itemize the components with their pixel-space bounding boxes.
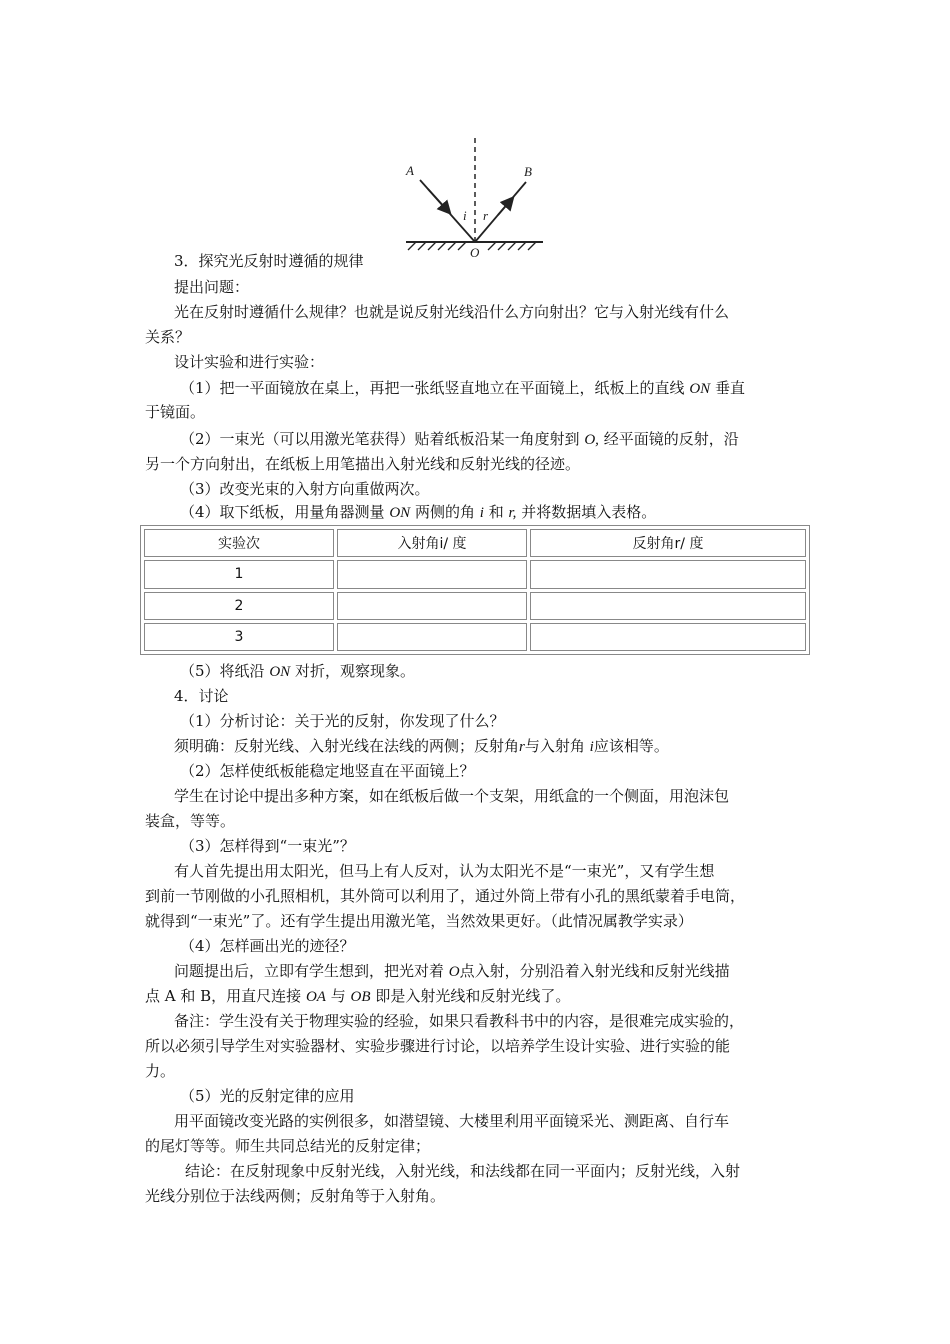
step-4-i: i [479,505,484,521]
discussion-3-answer-2: 到前一节刚做的小孔照相机，其外筒可以利用了，通过外筒上带有小孔的黑纸蒙着手电筒， [145,887,746,905]
d4-text-a: 问题提出后，立即有学生想到，把光对着 [174,962,445,980]
step-1-on: ON [689,381,711,397]
question-line-1: 光在反射时遵循什么规律？也就是说反射光线沿什么方向射出？它与入射光线有什么 [174,303,730,321]
d1-text-c: 应该相等。 [593,737,669,755]
table-header-cell: 实验次 [144,529,334,557]
label-o: O [470,245,480,260]
data-table [140,525,810,655]
discussion-1-question: （1）分析讨论：关于光的反射，你发现了什么？ [180,712,505,730]
table-cell [337,592,527,620]
discussion-2-question: （2）怎样使纸板能稳定地竖直在平面镜上？ [180,762,475,780]
discussion-5-question: （5）光的反射定律的应用 [180,1087,355,1105]
table-cell: 1 [144,560,334,588]
table-cell [337,560,527,588]
discussion-4-answer-2 [145,986,570,1007]
step-2-text-a: （2）一束光（可以用激光笔获得）贴着纸板沿某一角度射到 [180,430,580,448]
label-a: A [406,163,414,178]
table-row [144,623,806,651]
label-i: i [463,208,467,223]
table-cell [530,623,806,651]
step-1-text-b: 垂直 [714,379,745,397]
note-line-1: 备注：学生没有关于物理实验的经验，如果只看教科书中的内容，是很难完成实验的， [174,1012,745,1030]
label-b: B [524,164,532,179]
discussion-2-answer-1: 学生在讨论中提出多种方案，如在纸板后做一个支架，用纸盒的一个侧面，用泡沫包 [174,787,730,805]
table-header-row [144,529,806,557]
table-cell [530,560,806,588]
note-line-3: 力。 [145,1062,176,1080]
d4-o: O [448,964,460,980]
d4-text-c: 点 A 和 B，用直尺连接 [145,987,302,1005]
discussion-2-answer-2: 装盒，等等。 [145,812,236,830]
table-header-cell: 入射角i/ 度 [337,529,527,557]
conclusion-line-2: 光线分别位于法线两侧；反射角等于入射角。 [145,1187,446,1205]
discussion-1-answer [174,736,669,757]
d1-r: r [519,739,525,755]
discussion-5-answer-2: 的尾灯等等。师生共同总结光的反射定律； [145,1137,431,1155]
table-cell [530,592,806,620]
step-4-text-a: （4）取下纸板，用量角器测量 [180,503,385,521]
reflected-arrow [498,200,511,215]
step-3: （3）改变光束的入射方向重做两次。 [180,480,430,498]
table-cell: 3 [144,623,334,651]
d4-text-d: 与 [330,987,346,1005]
heading-3: 3．探究光反射时遵循的规律 [174,252,364,270]
step-4-r: r, [508,505,517,521]
discussion-4-answer-1 [174,961,730,982]
discussion-4-question: （4）怎样画出光的迹径？ [180,937,355,955]
conclusion-line-1: 结论：在反射现象中反射光线，入射光线，和法线都在同一平面内；反射光线，入射 [185,1162,741,1180]
d1-text-b: 与入射角 [524,737,585,755]
step-2-line-1 [180,429,739,450]
incident-arrow [428,189,448,211]
table-row [144,592,806,620]
note-line-2: 所以必须引导学生对实验器材、实验步骤进行讨论，以培养学生设计实验、进行实验的能 [145,1037,731,1055]
step-5-text-b: 对折，观察现象。 [294,662,415,680]
step-4-text-c: 和 [488,503,504,521]
table-cell [337,623,527,651]
reflection-diagram [398,138,543,262]
design-label: 设计实验和进行实验： [174,353,325,371]
table-row [144,560,806,588]
table-cell: 2 [144,592,334,620]
d1-i: i [589,739,594,755]
step-4 [180,502,656,523]
step-4-text-d: 并将数据填入表格。 [521,503,657,521]
step-2-line-2: 另一个方向射出，在纸板上用笔描出入射光线和反射光线的径迹。 [145,455,581,473]
step-1-line-1 [180,378,745,399]
discussion-5-answer-1: 用平面镜改变光路的实例很多，如潜望镜、大楼里利用平面镜采光、测距离、自行车 [174,1112,730,1130]
table-header-cell: 反射角r/ 度 [530,529,806,557]
heading-4: 4．讨论 [174,687,229,705]
d4-ob: OB [350,989,371,1005]
d4-text-e: 即是入射光线和反射光线了。 [375,987,571,1005]
question-line-2: 关系？ [145,328,191,346]
step-5-on: ON [269,664,291,680]
step-4-text-b: 两侧的角 [414,503,475,521]
ask-label: 提出问题： [174,278,250,296]
step-2-text-b: 经平面镜的反射，沿 [603,430,739,448]
discussion-3-answer-1: 有人首先提出用太阳光，但马上有人反对，认为太阳光不是“一束光”，又有学生想 [174,862,715,880]
step-1-line-2: 于镜面。 [145,403,206,421]
discussion-3-question: （3）怎样得到“一束光”？ [180,837,355,855]
d4-oa: OA [305,989,326,1005]
discussion-3-answer-3: 就得到“一束光”了。还有学生提出用激光笔，当然效果更好。（此情况属教学实录） [145,912,693,930]
label-r: r [483,208,489,223]
d1-text-a: 须明确：反射光线、入射光线在法线的两侧；反射角 [174,737,520,755]
step-4-on: ON [389,505,411,521]
step-5 [180,661,415,682]
step-5-text-a: （5）将纸沿 [180,662,265,680]
d4-text-b: 点入射，分别沿着入射光线和反射光线描 [459,962,730,980]
step-2-o: O, [584,432,599,448]
step-1-text-a: （1）把一平面镜放在桌上，再把一张纸竖直地立在平面镜上，纸板上的直线 [180,379,685,397]
